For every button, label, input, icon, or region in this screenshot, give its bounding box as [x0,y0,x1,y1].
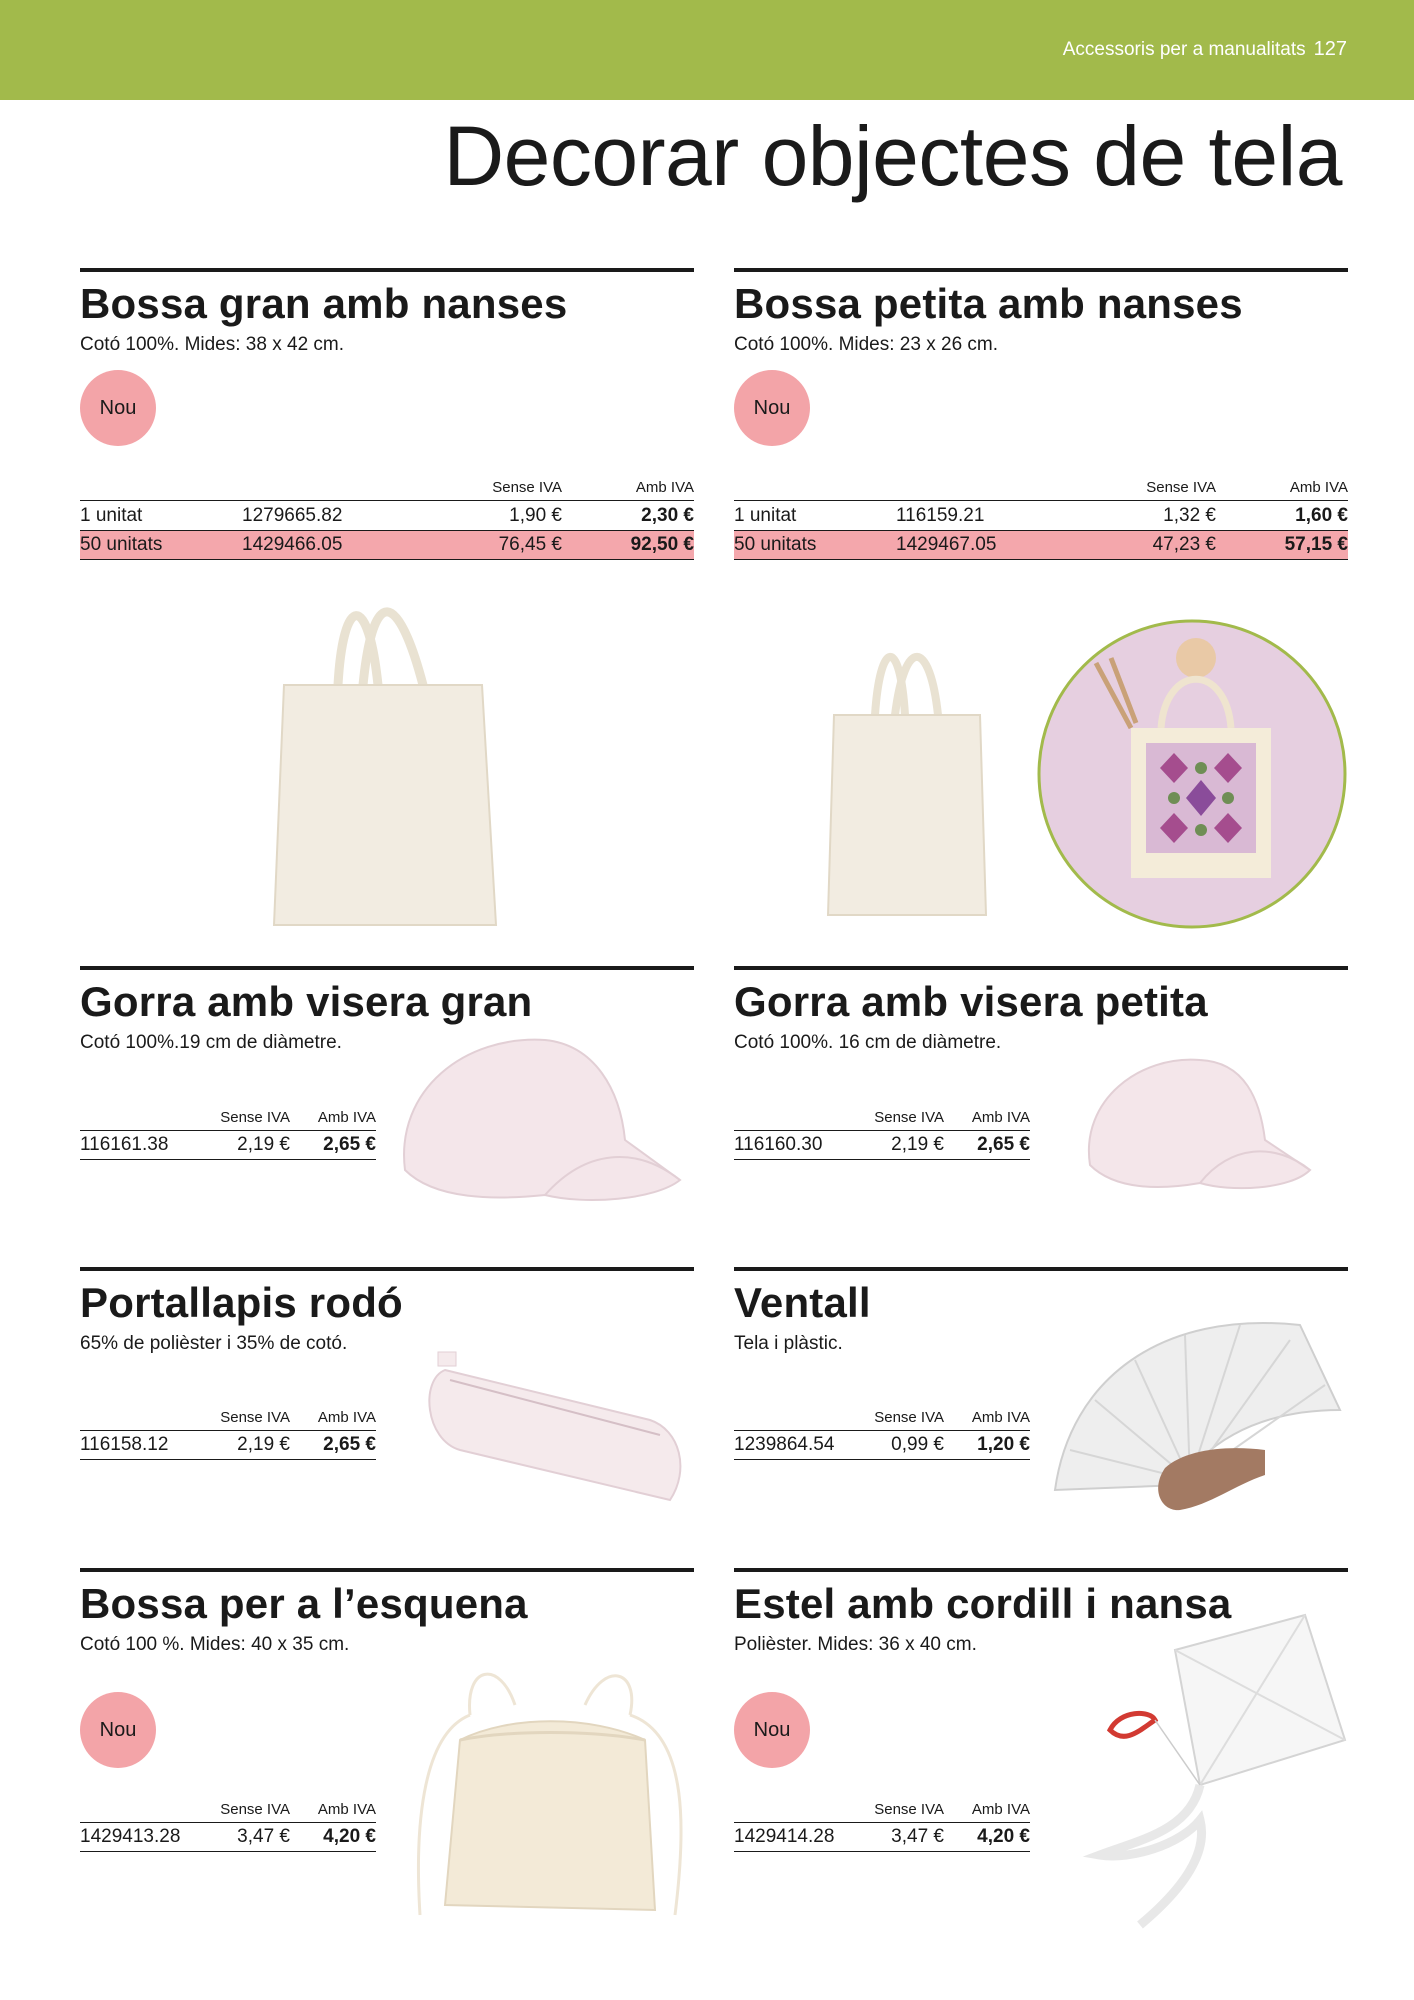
product-bossa-gran [80,268,694,356]
cap-small-image [1080,1050,1320,1210]
price-table [80,1406,376,1460]
table-row [80,1822,376,1852]
product-name: Gorra amb visera gran [80,978,533,1025]
table-row [734,530,1348,560]
gross-price: 57,15 € [1284,534,1348,555]
qty-cell: 50 unitats [80,534,163,555]
header-sense-iva: Sense IVA [220,1801,290,1818]
header-amb-iva: Amb IVA [635,479,694,496]
gross-price: 2,65 € [977,1134,1030,1155]
header-sense-iva: Sense IVA [874,1801,944,1818]
product-name: Estel amb cordill i nansa [734,1580,1232,1627]
product-name: Gorra amb visera petita [734,978,1208,1025]
product-name: Portallapis rodó [80,1279,403,1326]
product-description: 65% de polièster i 35% de cotó. [80,1333,348,1354]
price-table [80,1106,376,1160]
product-bossa-esquena [80,1568,694,1656]
product-gorra-petita [734,966,1348,1054]
table-row [734,1822,1030,1852]
product-description: Cotó 100 %. Mides: 40 x 35 cm. [80,1634,350,1655]
gross-price: 1,60 € [1295,504,1348,526]
tote-bag-small-image [820,630,990,920]
new-badge: Nou [734,1692,810,1768]
net-price: 47,23 € [1152,534,1216,555]
gross-price: 2,65 € [323,1434,376,1455]
gross-price: 1,20 € [977,1434,1030,1455]
net-price: 2,19 € [237,1434,290,1455]
code-cell: 1429414.28 [734,1826,835,1847]
header-sense-iva: Sense IVA [220,1109,290,1126]
header-sense-iva: Sense IVA [492,479,562,496]
header-sense-iva: Sense IVA [874,1409,944,1426]
product-description: Polièster. Mides: 36 x 40 cm. [734,1634,977,1655]
header-amb-iva: Amb IVA [971,1801,1030,1818]
code-cell: 1429413.28 [80,1826,181,1847]
net-price: 3,47 € [891,1826,944,1847]
kite-image [1080,1610,1350,1940]
gross-price: 2,30 € [641,504,694,526]
table-row [80,1430,376,1460]
price-table [80,476,694,560]
gross-price: 4,20 € [323,1826,376,1847]
header-sense-iva: Sense IVA [874,1109,944,1126]
header-sense-iva: Sense IVA [220,1409,290,1426]
code-cell: 1429466.05 [242,534,343,555]
header-sense-iva: Sense IVA [1146,479,1216,496]
price-table [80,1798,376,1852]
section-name: Accessoris per a manualitats [1062,39,1306,60]
price-table [734,1406,1030,1460]
backpack-image [400,1655,695,1925]
header-amb-iva: Amb IVA [317,1409,376,1426]
decorated-bag-photo [1036,618,1348,930]
table-row [734,500,1348,530]
code-cell: 1279665.82 [242,504,343,526]
net-price: 3,47 € [237,1826,290,1847]
code-cell: 1429467.05 [896,534,997,555]
header-breadcrumb [1063,38,1347,61]
tote-bag-large-image [268,585,500,930]
net-price: 1,90 € [509,504,562,526]
net-price: 2,19 € [237,1134,290,1155]
qty-cell: 1 unitat [734,504,797,526]
new-badge: Nou [80,370,156,446]
page-title: Decorar objectes de tela [443,109,1342,203]
header-bar [0,0,1414,100]
table-row [734,1430,1030,1460]
pencil-case-image [420,1340,700,1530]
product-description: Cotó 100%. Mides: 23 x 26 cm. [734,334,999,355]
header-amb-iva: Amb IVA [971,1409,1030,1426]
price-table [734,1798,1030,1852]
qty-cell: 50 unitats [734,534,817,555]
product-description: Tela i plàstic. [734,1333,843,1354]
price-table [734,476,1348,560]
hand-fan-image [1050,1300,1350,1525]
code-cell: 1239864.54 [734,1434,835,1455]
net-price: 76,45 € [498,534,562,555]
product-description: Cotó 100%. 16 cm de diàmetre. [734,1032,1002,1053]
product-name: Bossa petita amb nanses [734,280,1243,327]
table-row [734,1130,1030,1160]
product-description: Cotó 100%.19 cm de diàmetre. [80,1032,342,1053]
new-badge: Nou [80,1692,156,1768]
product-name: Bossa per a l’esquena [80,1580,528,1627]
code-cell: 116161.38 [80,1134,169,1155]
net-price: 1,32 € [1163,504,1216,526]
gross-price: 4,20 € [977,1826,1030,1847]
table-row [80,500,694,530]
cap-large-image [395,1030,695,1230]
product-name: Bossa gran amb nanses [80,280,568,327]
net-price: 2,19 € [891,1134,944,1155]
product-description: Cotó 100%. Mides: 38 x 42 cm. [80,334,345,355]
header-amb-iva: Amb IVA [971,1109,1030,1126]
code-cell: 116160.30 [734,1134,823,1155]
gross-price: 92,50 € [630,534,694,555]
gross-price: 2,65 € [323,1134,376,1155]
new-badge: Nou [734,370,810,446]
product-name: Ventall [734,1279,871,1326]
header-amb-iva: Amb IVA [317,1801,376,1818]
header-amb-iva: Amb IVA [317,1109,376,1126]
table-row [80,530,694,560]
code-cell: 116158.12 [80,1434,169,1455]
product-bossa-petita [734,268,1348,356]
page-number: 127 [1313,38,1347,60]
code-cell: 116159.21 [896,504,985,526]
price-table [734,1106,1030,1160]
qty-cell: 1 unitat [80,504,143,526]
net-price: 0,99 € [891,1434,944,1455]
table-row [80,1130,376,1160]
header-amb-iva: Amb IVA [1289,479,1348,496]
